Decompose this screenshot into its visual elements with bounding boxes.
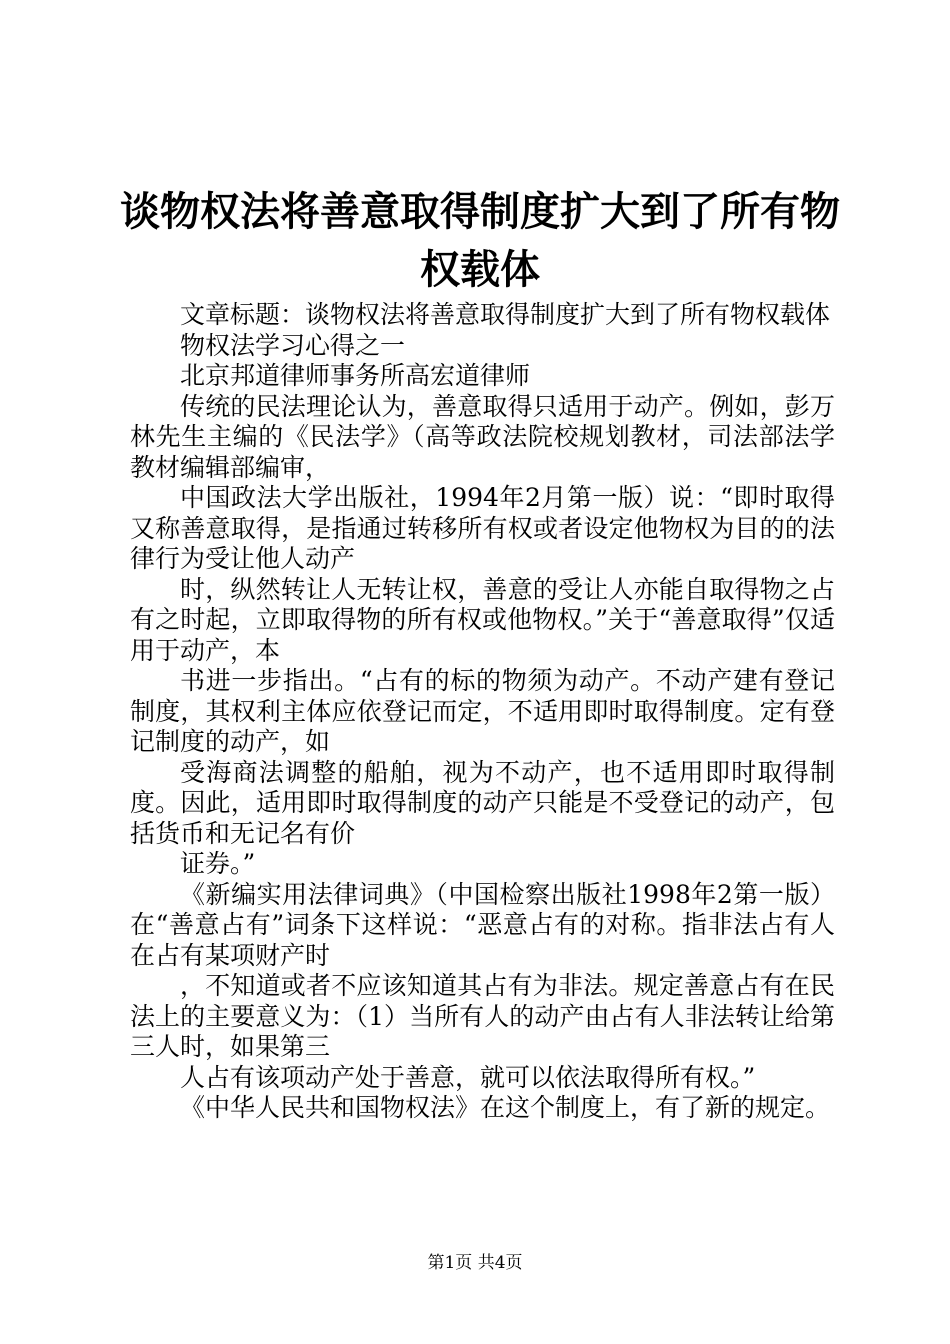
paragraph: 《中华人民共和国物权法》在这个制度上，有了新的规定。 [180, 1093, 831, 1122]
paragraph: 物权法学习心得之一 [180, 330, 406, 360]
paragraph: 中国政法大学出版社，1994年2月第一版）说：“即时取得又称善意取得，是指通过转移所有权或者设定他物权为目的的法律行为受让他人动产 [130, 483, 835, 573]
page-footer: 第1页 共4页 [427, 1253, 523, 1273]
paragraph: 文章标题：谈物权法将善意取得制度扩大到了所有物权载体 [180, 300, 831, 329]
paragraph: 时，纵然转让人无转让权，善意的受让人亦能自取得物之占有之时起，立即取得物的所有权或他物权。”关于“善意取得”仅适用于动产，本 [130, 574, 835, 665]
document-title: 谈物权法将善意取得制度扩大到了所有物权载体 [120, 189, 840, 293]
document-body [130, 300, 835, 1124]
paragraph: 证券。” [180, 849, 256, 878]
paragraph: 人占有该项动产处于善意，就可以依法取得所有权。” [180, 1062, 756, 1092]
paragraph: 书进一步指出。“占有的标的物须为动产。不动产建有登记制度，其权利主体应依登记而定，不适用即时取得制度。定有登记制度的动产，如 [130, 666, 835, 756]
paragraph: ，不知道或者不应该知道其占有为非法。规定善意占有在民法上的主要意义为：（1）当所有人的动产由占有人非法转让给第三人时，如果第三 [130, 971, 835, 1061]
paragraph: 《新编实用法律词典》（中国检察出版社1998年2第一版）在“善意占有”词条下这样说：“恶意占有的对称。指非法占有人在占有某项财产时 [130, 879, 835, 970]
paragraph: 北京邦道律师事务所高宏道律师 [180, 361, 531, 390]
paragraph: 受海商法调整的船舶，视为不动产，也不适用即时取得制度。因此，适用即时取得制度的动产只能是不受登记的动产，包括货币和无记名有价 [130, 757, 835, 848]
paragraph: 传统的民法理论认为，善意取得只适用于动产。例如，彭万林先生主编的《民法学》（高等政法院校规划教材，司法部法学教材编辑部编审， [130, 391, 835, 482]
